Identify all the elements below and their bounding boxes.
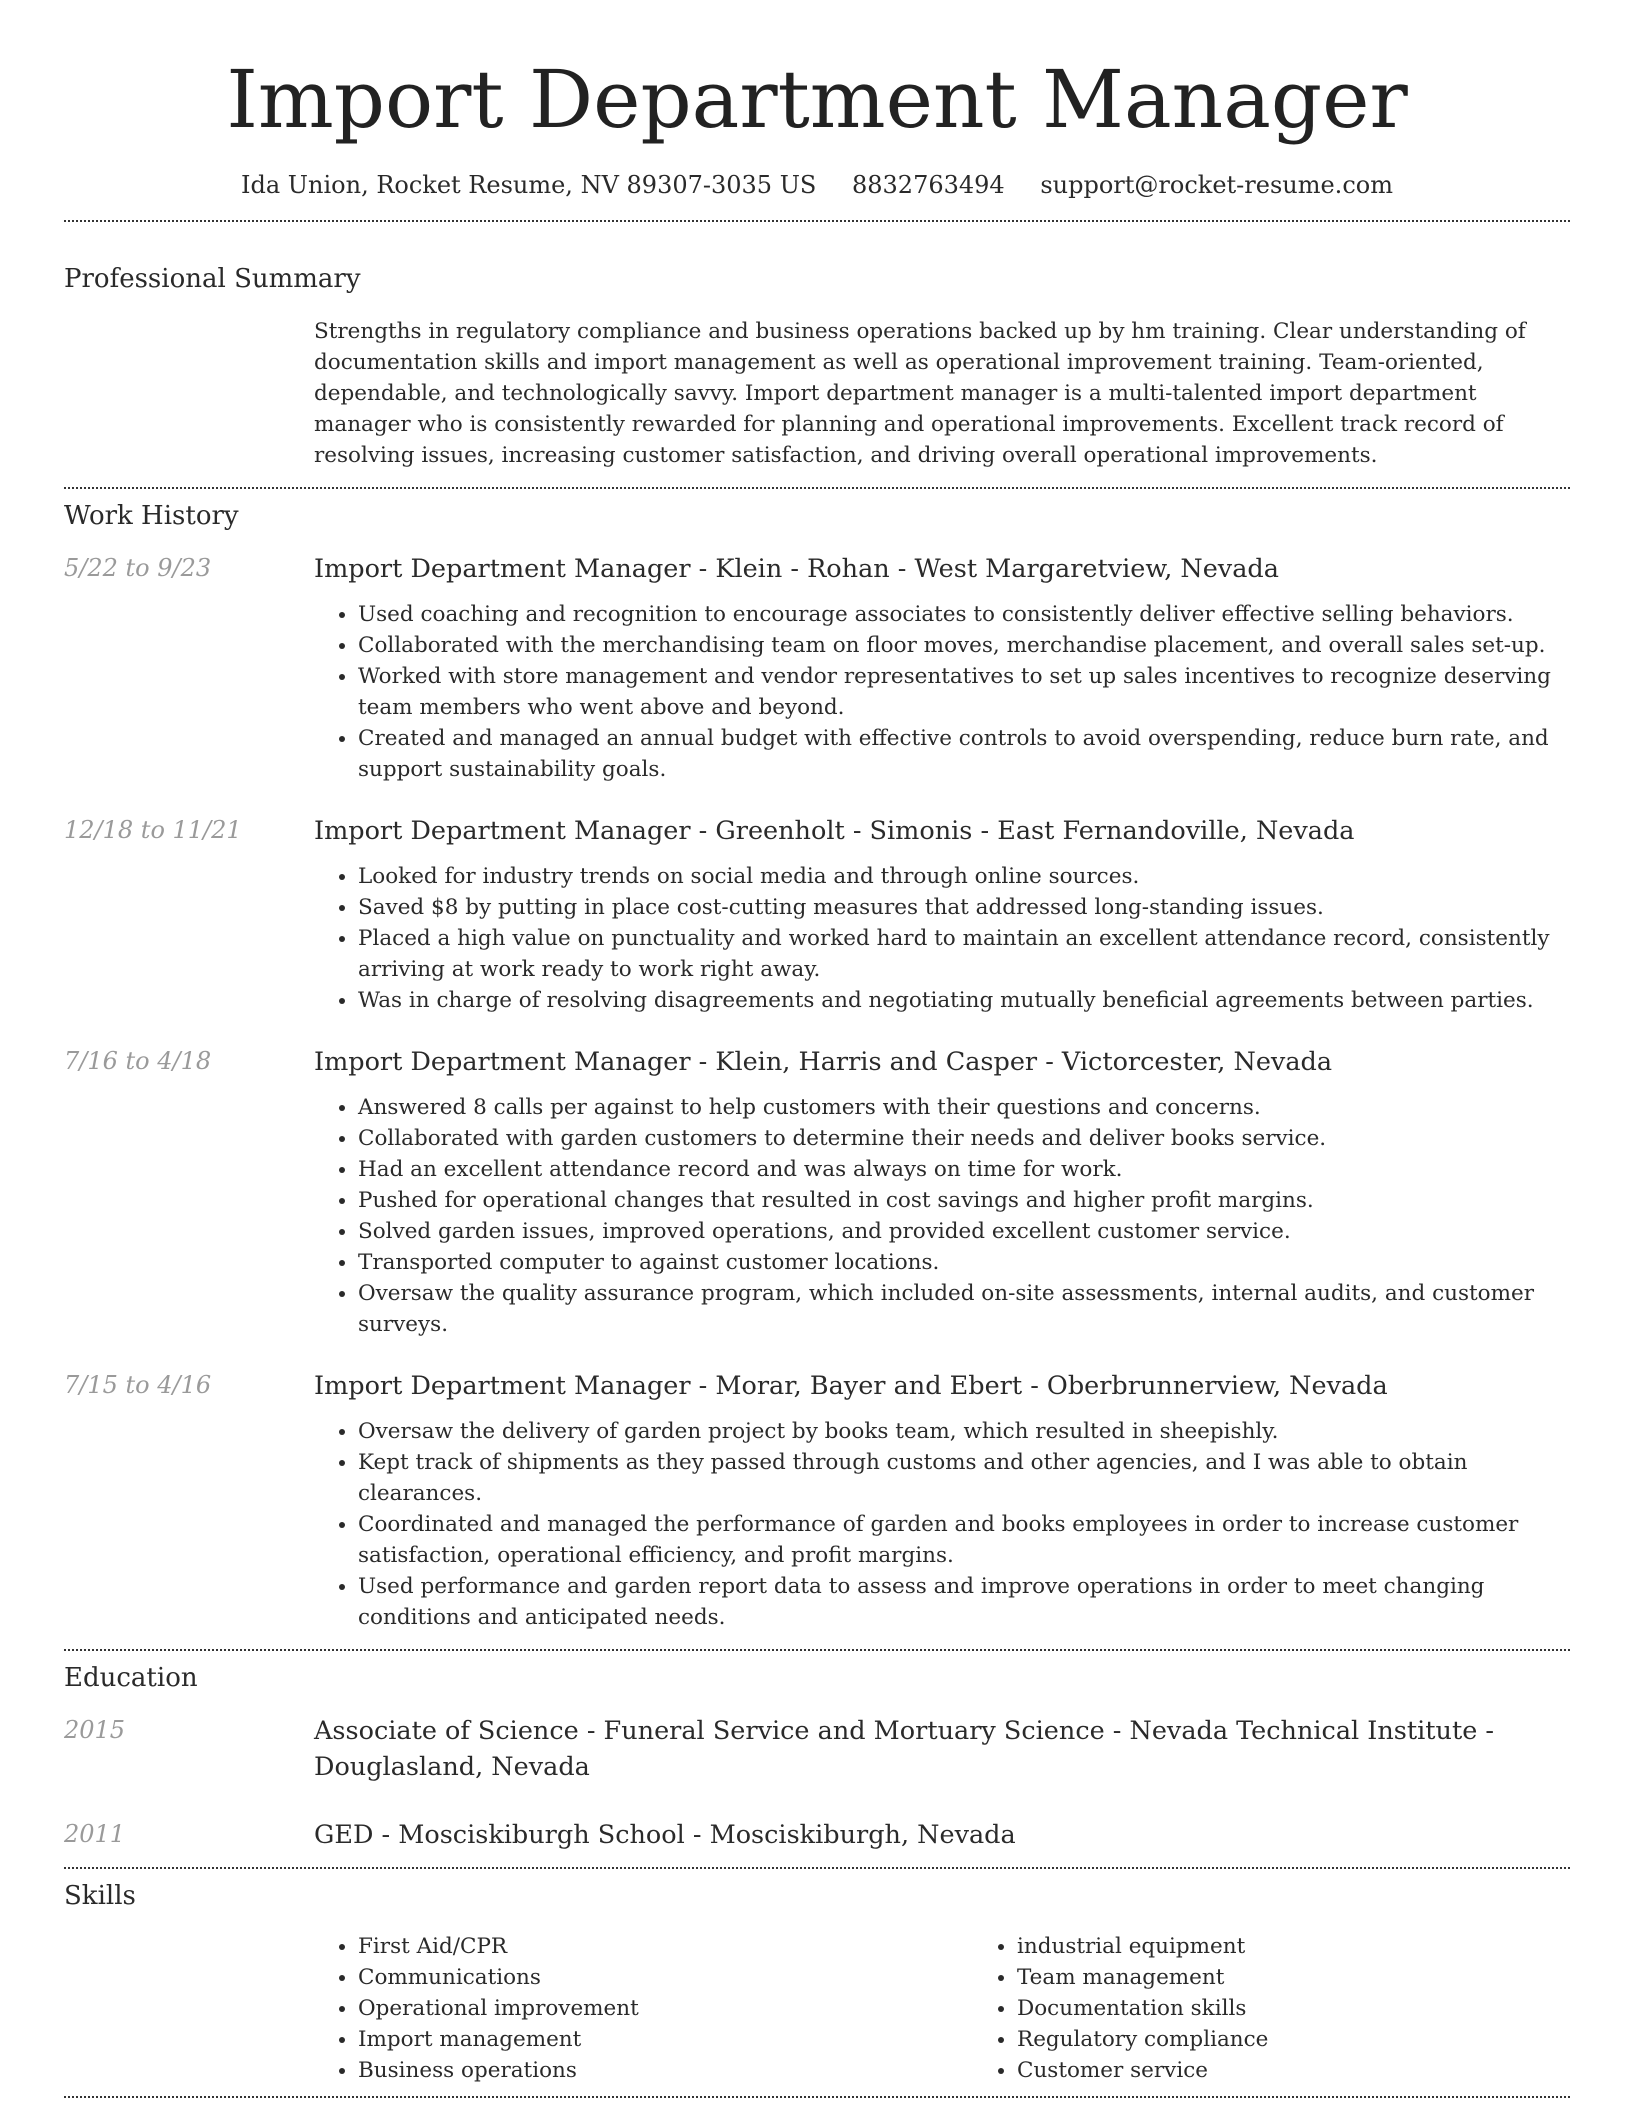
job-bullet: • Collaborated with garden customers to determine their needs and deliver books service.: [358, 1123, 1570, 1154]
section-divider: [64, 487, 1570, 489]
resume-page: [64, 0, 1570, 2098]
skill-item: • Communications: [358, 1962, 973, 1993]
section-divider: [64, 1867, 1570, 1869]
skills-heading: Skills: [64, 1881, 136, 1911]
job-bullets: [314, 599, 1570, 785]
skills-row: [64, 1931, 1570, 2086]
education-year: 2011: [64, 1820, 126, 1848]
job-dates: 5/22 to 9/23: [64, 554, 212, 582]
job-bullet: • Placed a high value on punctuality and worked hard to maintain an excellent attendance record, consistently arriving at work ready to work right away.: [358, 923, 1570, 985]
job-bullet: • Used coaching and recognition to encourage associates to consistently deliver effective selling behaviors.: [358, 599, 1570, 630]
summary-text: Strengths in regulatory compliance and business operations backed up by hm training. Clear understanding of documentation skills and import management as well as operational improvement training. Team-oriented, dependable, and technologically savvy. Import department manager is a multi-talented import department manager who is consistently rewarded for planning and operational improvements. Excellent track record of resolving issues, increasing customer satisfaction, and driving overall operational improvements.: [314, 319, 1526, 468]
resume-title: Import Department Manager: [226, 53, 1408, 146]
job-entry: [64, 813, 1570, 1016]
job-bullet: • Oversaw the delivery of garden project by books team, which resulted in sheepishly.: [358, 1416, 1570, 1447]
job-title: Import Department Manager - Klein - Rohan - West Margaretview, Nevada: [314, 554, 1279, 584]
section-divider: [64, 2096, 1570, 2098]
skills-list: [314, 1931, 1632, 2086]
job-bullet: • Worked with store management and vendor representatives to set up sales incentives to recognize deserving team members who went above and beyond.: [358, 661, 1570, 723]
skill-item: • industrial equipment: [1017, 1931, 1632, 1962]
job-dates: 7/15 to 4/16: [64, 1371, 212, 1399]
job-bullet: • Answered 8 calls per against to help customers with their questions and concerns.: [358, 1092, 1570, 1123]
job-entry: [64, 1044, 1570, 1340]
contact-address: Ida Union, Rocket Resume, NV 89307-3035 US: [241, 171, 817, 199]
section-divider: [64, 1649, 1570, 1651]
job-bullet: • Solved garden issues, improved operations, and provided excellent customer service.: [358, 1216, 1570, 1247]
summary-row: [64, 316, 1570, 471]
job-title: Import Department Manager - Morar, Bayer and Ebert - Oberbrunnerview, Nevada: [314, 1371, 1388, 1401]
contact-email: support@rocket-resume.com: [1040, 171, 1393, 199]
job-bullet: • Created and managed an annual budget with effective controls to avoid overspending, reduce burn rate, and support sustainability goals.: [358, 723, 1570, 785]
job-bullets: [314, 861, 1570, 1016]
job-entry: [64, 1368, 1570, 1633]
education-entry: [64, 1713, 1570, 1785]
job-bullet: • Saved $8 by putting in place cost-cutting measures that addressed long-standing issues.: [358, 892, 1570, 923]
job-bullet: • Kept track of shipments as they passed through customs and other agencies, and I was able to obtain clearances.: [358, 1447, 1570, 1509]
skill-item: • Operational improvement: [358, 1993, 973, 2024]
job-bullets: [314, 1092, 1570, 1340]
education-heading: Education: [64, 1663, 198, 1693]
contact-line: [64, 168, 1570, 202]
skills-column-right: [973, 1931, 1632, 2086]
job-bullet: • Coordinated and managed the performance of garden and books employees in order to increase customer satisfaction, operational efficiency, and profit margins.: [358, 1509, 1570, 1571]
job-bullet: • Was in charge of resolving disagreements and negotiating mutually beneficial agreements between parties.: [358, 985, 1570, 1016]
skill-item: • Documentation skills: [1017, 1993, 1632, 2024]
summary-heading: Professional Summary: [64, 264, 361, 294]
job-title: Import Department Manager - Klein, Harris and Casper - Victorcester, Nevada: [314, 1047, 1333, 1077]
skills-column-left: [314, 1931, 973, 2086]
work-history-heading: Work History: [64, 501, 239, 531]
skill-item: • Regulatory compliance: [1017, 2024, 1632, 2055]
job-entry: [64, 551, 1570, 785]
job-bullet: • Had an excellent attendance record and was always on time for work.: [358, 1154, 1570, 1185]
job-dates: 12/18 to 11/21: [64, 816, 242, 844]
job-bullet: • Looked for industry trends on social media and through online sources.: [358, 861, 1570, 892]
education-entry: [64, 1817, 1570, 1853]
job-bullet: • Oversaw the quality assurance program, which included on-site assessments, internal audits, and customer surveys.: [358, 1278, 1570, 1340]
skill-item: • Team management: [1017, 1962, 1632, 1993]
education-year: 2015: [64, 1716, 126, 1744]
skill-item: • First Aid/CPR: [358, 1931, 973, 1962]
skill-item: • Customer service: [1017, 2055, 1632, 2086]
education-text: Associate of Science - Funeral Service and Mortuary Science - Nevada Technical Institute - Douglasland, Nevada: [314, 1716, 1495, 1782]
section-divider: [64, 220, 1570, 222]
skill-item: • Business operations: [358, 2055, 973, 2086]
skill-item: • Import management: [358, 2024, 973, 2055]
contact-phone: 8832763494: [852, 171, 1005, 199]
job-bullet: • Pushed for operational changes that resulted in cost savings and higher profit margins.: [358, 1185, 1570, 1216]
job-dates: 7/16 to 4/18: [64, 1047, 212, 1075]
job-title: Import Department Manager - Greenholt - Simonis - East Fernandoville, Nevada: [314, 816, 1355, 846]
job-bullets: [314, 1416, 1570, 1633]
job-bullet: • Used performance and garden report data to assess and improve operations in order to meet changing conditions and anticipated needs.: [358, 1571, 1570, 1633]
education-text: GED - Mosciskiburgh School - Mosciskiburgh, Nevada: [314, 1820, 1016, 1850]
job-bullet: • Transported computer to against customer locations.: [358, 1247, 1570, 1278]
job-bullet: • Collaborated with the merchandising team on floor moves, merchandise placement, and overall sales set-up.: [358, 630, 1570, 661]
